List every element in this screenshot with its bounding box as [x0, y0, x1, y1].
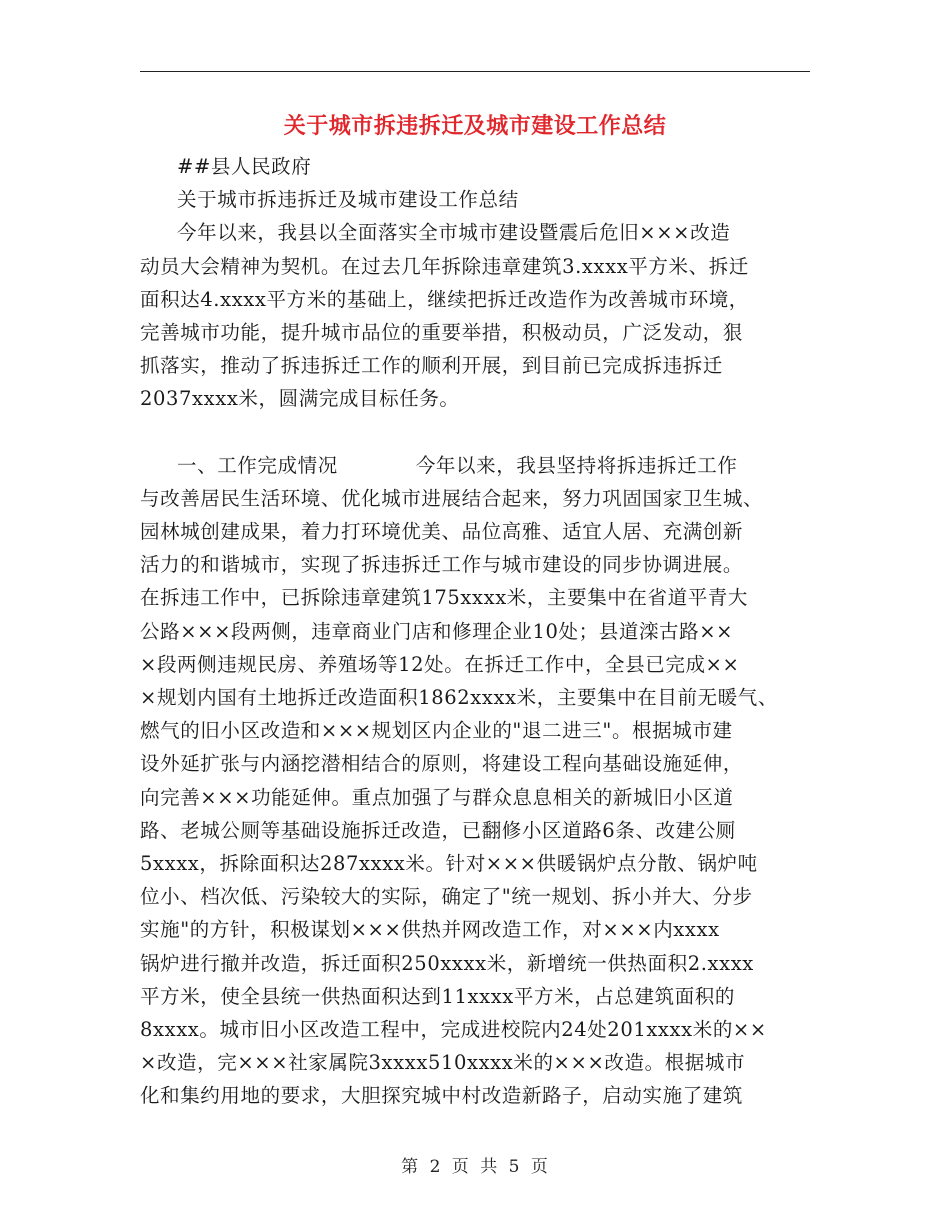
- paragraph-line: 5xxxx，拆除面积达287xxxx米。针对×××供暖锅炉点分散、锅炉吨: [140, 851, 758, 875]
- paragraph-line: 路、老城公厕等基础设施拆迁改造，已翻修小区道路6条、改建公厕: [140, 818, 736, 842]
- paragraph-line: 活力的和谐城市，实现了拆违拆迁工作与城市建设的同步协调进展。: [140, 553, 744, 577]
- total-page-count: 5: [508, 1157, 521, 1177]
- section-heading-line: [140, 449, 812, 482]
- paragraph-line: 实施"的方针，积极谋划×××供热并网改造工作，对×××内xxxx: [140, 918, 720, 942]
- paragraph-line: 完善城市功能，提升城市品位的重要举措，积极动员，广泛发动，狠: [140, 320, 744, 344]
- paragraph-line: 燃气的旧小区改造和×××规划区内企业的"退二进三"。根据城市建: [140, 719, 733, 743]
- paragraph-line: 向完善×××功能延伸。重点加强了与群众息息相关的新城旧小区道: [140, 785, 734, 809]
- section-heading: 一、工作完成情况: [177, 453, 338, 477]
- paragraph-line: 位小、档次低、污染较大的实际，确定了"统一规划、拆小并大、分步: [140, 885, 753, 909]
- page-footer: [0, 1152, 950, 1177]
- footer-page-unit: 页: [451, 1157, 470, 1177]
- paragraph-line: 与改善居民生活环境、优化城市进展结合起来，努力巩固国家卫生城、: [140, 486, 764, 510]
- footer-prefix: 第: [401, 1157, 420, 1177]
- paragraph-line: 抓落实，推动了拆违拆迁工作的顺利开展，到目前已完成拆违拆迁: [140, 354, 723, 378]
- paragraph-line: 公路×××段两侧，违章商业门店和修理企业10处；县道滦古路××: [140, 619, 734, 643]
- header-line-county: ##县人民政府: [177, 155, 312, 178]
- document-title: 关于城市拆违拆迁及城市建设工作总结: [283, 113, 667, 139]
- paragraph-line: ×改造，完×××社家属院3xxxx510xxxx米的×××改造。根据城市: [140, 1051, 746, 1075]
- paragraph-line: 面积达4.xxxx平方米的基础上，继续把拆迁改造作为改善城市环境，: [140, 287, 749, 311]
- document-body: [140, 150, 812, 1112]
- paragraph-line: ×规划内国有土地拆迁改造面积1862xxxx米，主要集中在目前无暖气、: [140, 686, 778, 709]
- paragraph-line: ×段两侧违规民房、养殖场等12处。在拆迁工作中，全县已完成××: [140, 652, 740, 676]
- header-line-subject: 关于城市拆违拆迁及城市建设工作总结: [177, 188, 519, 212]
- paragraph-line: 设外延扩张与内涵挖潜相结合的原则，将建设工程向基础设施延伸，: [140, 752, 744, 776]
- paragraph-line: 平方米，使全县统一供热面积达到11xxxx平方米，占总建筑面积的: [140, 984, 736, 1008]
- section-first-sentence: 今年以来，我县坚持将拆违拆迁工作: [415, 453, 738, 477]
- paragraph-line: 动员大会精神为契机。在过去几年拆除违章建筑3.xxxx平方米、拆迁: [140, 254, 749, 278]
- paragraph-line: 化和集约用地的要求，大胆探究城中村改造新路子，启动实施了建筑: [140, 1084, 744, 1108]
- top-divider: [140, 71, 810, 72]
- paragraph-line: 在拆违工作中，已拆除违章建筑175xxxx米，主要集中在省道平青大: [140, 586, 749, 610]
- paragraph-line: 2037xxxx米，圆满完成目标任务。: [140, 387, 460, 411]
- blank-line: [140, 416, 812, 449]
- current-page-number: 2: [429, 1157, 442, 1177]
- footer-total-unit: 页: [530, 1157, 549, 1177]
- paragraph-line: 今年以来，我县以全面落实全市城市建设暨震后危旧×××改造: [177, 221, 731, 245]
- footer-total-prefix: 共: [480, 1157, 499, 1177]
- paragraph-line: 锅炉进行撤并改造，拆迁面积250xxxx米，新增统一供热面积2.xxxx: [140, 951, 754, 975]
- paragraph-line: 8xxxx。城市旧小区改造工程中，完成进校院内24处201xxxx米的××: [140, 1017, 767, 1041]
- paragraph-line: 园林城创建成果，着力打环境优美、品位高雅、适宜人居、充满创新: [140, 520, 744, 544]
